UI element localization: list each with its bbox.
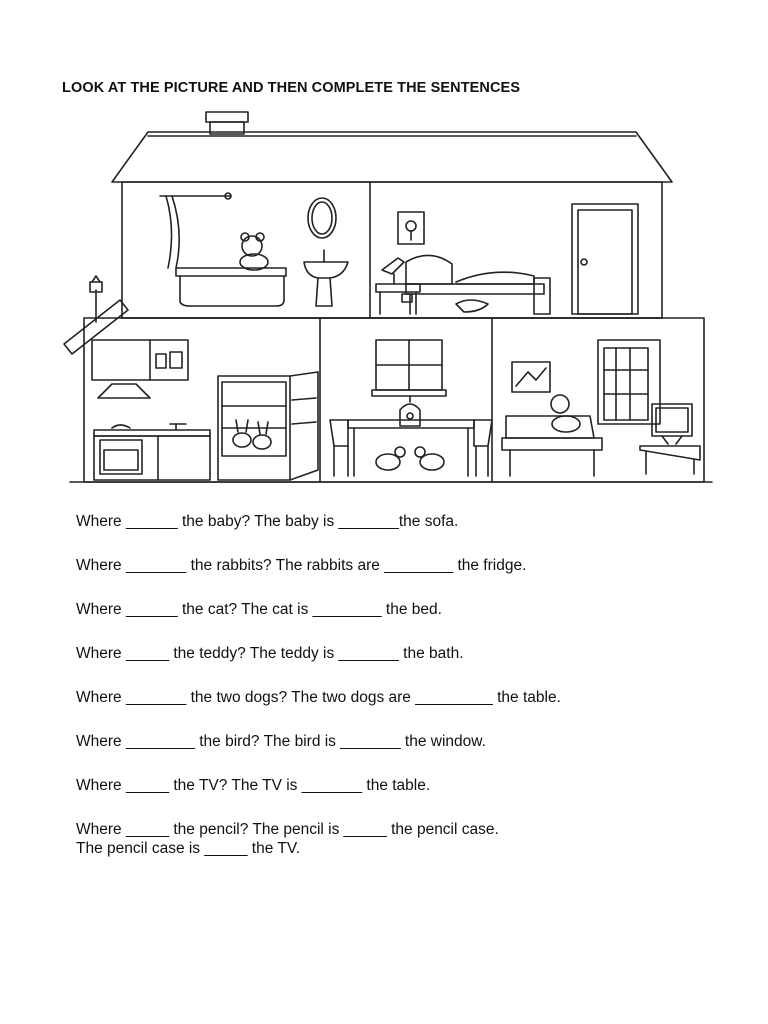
- baby-icon: [551, 395, 580, 432]
- sentence-5: Where _______ the two dogs? The two dogs are _________ the table.: [76, 689, 561, 706]
- porch: [64, 276, 128, 354]
- worksheet-title: LOOK AT THE PICTURE AND THEN COMPLETE THE SENTENCES: [62, 80, 521, 96]
- kitchen: [92, 340, 318, 480]
- bird-icon: [400, 396, 420, 426]
- rabbits-icon: [233, 420, 271, 449]
- living-room: [502, 340, 700, 476]
- sentence-3: Where ______ the cat? The cat is ________ the bed.: [76, 601, 442, 618]
- sentence-7: Where _____ the TV? The TV is _______ the table.: [76, 777, 431, 794]
- bathroom: [160, 193, 348, 306]
- bedroom: [376, 204, 638, 314]
- chimney: [206, 112, 248, 134]
- dining-room: [330, 340, 492, 476]
- teddy-bear-icon: [240, 233, 268, 270]
- upper-floor: [122, 182, 662, 318]
- roof: [112, 132, 672, 182]
- sentence-8: Where _____ the pencil? The pencil is _____ the pencil case.: [76, 821, 499, 838]
- sentence-9: The pencil case is _____ the TV.: [76, 840, 301, 857]
- sentence-list: [76, 512, 736, 858]
- cat-icon: [456, 300, 488, 312]
- sentence-2: Where _______ the rabbits? The rabbits are ________ the fridge.: [76, 557, 527, 574]
- sentence-4: Where _____ the teddy? The teddy is _______ the bath.: [76, 645, 464, 662]
- sentence-1: Where ______ the baby? The baby is _______the sofa.: [76, 513, 459, 530]
- dogs-icon: [376, 447, 444, 470]
- sentence-6: Where ________ the bird? The bird is _______ the window.: [76, 733, 486, 750]
